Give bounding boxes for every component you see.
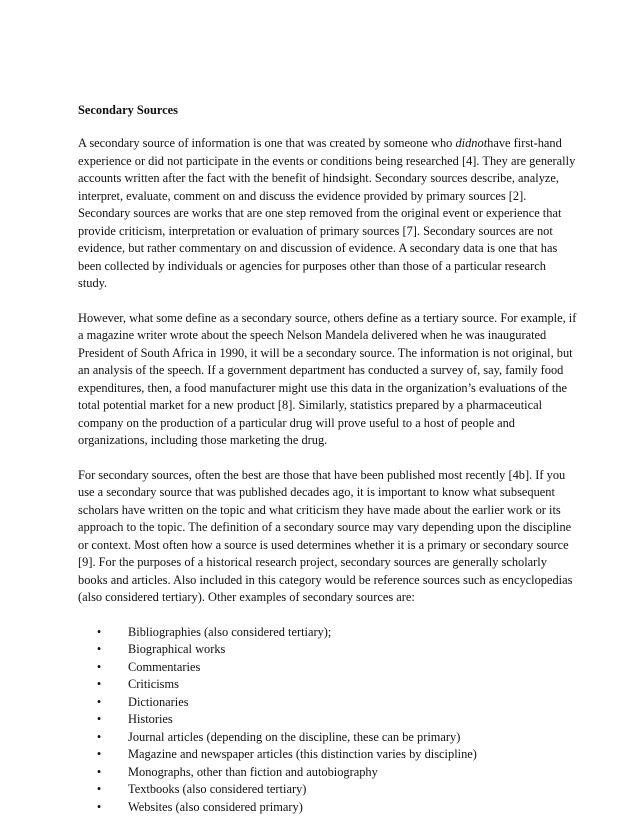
list-item xyxy=(94,799,578,817)
list-item xyxy=(94,624,578,642)
bullet-icon xyxy=(94,729,104,747)
bullet-icon xyxy=(94,711,104,729)
list-item-text: Magazine and newspaper articles (this distinction varies by discipline) xyxy=(128,747,477,761)
list-item xyxy=(94,659,578,677)
list-item xyxy=(94,729,578,747)
bullet-icon xyxy=(94,694,104,712)
list-item xyxy=(94,764,578,782)
list-item-text: Commentaries xyxy=(128,659,201,674)
section-heading: Secondary Sources xyxy=(78,103,178,117)
bullet-icon xyxy=(94,641,104,659)
document-body xyxy=(78,101,578,816)
list-item-text: Textbooks (also considered tertiary) xyxy=(128,782,307,796)
bullet-icon xyxy=(94,764,104,782)
bullet-icon xyxy=(94,746,104,764)
examples-list xyxy=(78,624,578,817)
list-item xyxy=(94,746,578,764)
list-item-text: Dictionaries xyxy=(128,694,189,709)
paragraph-2: However, what some define as a secondary source, others define as a tertiary source. For example, if a magazine writer wrote about the speech Nelson Mandela delivered when he was inaugurated President of South Africa in 1990, it will be a secondary source. The information is not original, but an analysis of the speech. If a government department has conducted a survey of, say, family food expenditures, then, a food manufacturer might use this data in the organization’s evaluations of the total potential market for a new product [8]. Similarly, statistics prepared by a pharmaceutical company on the production of a particular drug will prove useful to a host of people and organizations, including those marketing the drug. xyxy=(78,310,577,447)
bullet-icon xyxy=(94,659,104,677)
paragraph-1-text-end: have first-hand experience or did not participate in the events or conditions being researched [4]. They are generally accounts written after the fact with the benefit of hindsight. Secondary sources describe, analyze, interpret, evaluate, comment on and discuss the evidence provided by primary sources [2]. Secondary sources are works that are one step removed from the original event or experience that provide criticism, interpretation or evaluation of primary sources [7]. Secondary sources are not evidence, but rather commentary on and discussion of evidence. A secondary data is one that has been collected by individuals or agencies for purposes other than those of a particular research study. xyxy=(78,136,576,290)
paragraph-1-emphasis: didnot xyxy=(455,136,488,150)
list-item-text: Biographical works xyxy=(128,642,226,656)
paragraph-1 xyxy=(78,135,578,293)
list-item xyxy=(94,781,578,799)
list-item-text: Websites (also considered primary) xyxy=(128,799,303,814)
list-item xyxy=(94,694,578,712)
list-item-text: Journal articles (depending on the discipline, these can be primary) xyxy=(128,729,461,744)
paragraph-1-text-start: A secondary source of information is one that was created by someone who xyxy=(78,136,456,150)
list-item xyxy=(94,676,578,694)
paragraph-3: For secondary sources, often the best are those that have been published most recently [4b]. If you use a secondary source that was published decades ago, it is important to know what subsequent scholars have written on the topic and what criticism they have made about the earlier work or its approach to the topic. The definition of a secondary source may vary depending upon the discipline or context. Most often how a source is used determines whether it is a primary or secondary source [9]. For the purposes of a historical research project, secondary sources are generally scholarly books and articles. Also included in this category would be reference sources such as encyclopedias (also considered tertiary). Other examples of secondary sources are: xyxy=(78,467,573,604)
list-item-text: Monographs, other than fiction and autobiography xyxy=(128,764,378,779)
list-item xyxy=(94,641,578,659)
list-item-text: Histories xyxy=(128,712,173,726)
list-item-text: Bibliographies (also considered tertiary); xyxy=(128,624,332,639)
list-item-text: Criticisms xyxy=(128,677,179,691)
list-item xyxy=(94,711,578,729)
bullet-icon xyxy=(94,781,104,799)
bullet-icon xyxy=(94,799,104,817)
bullet-icon xyxy=(94,624,104,642)
bullet-icon xyxy=(94,676,104,694)
